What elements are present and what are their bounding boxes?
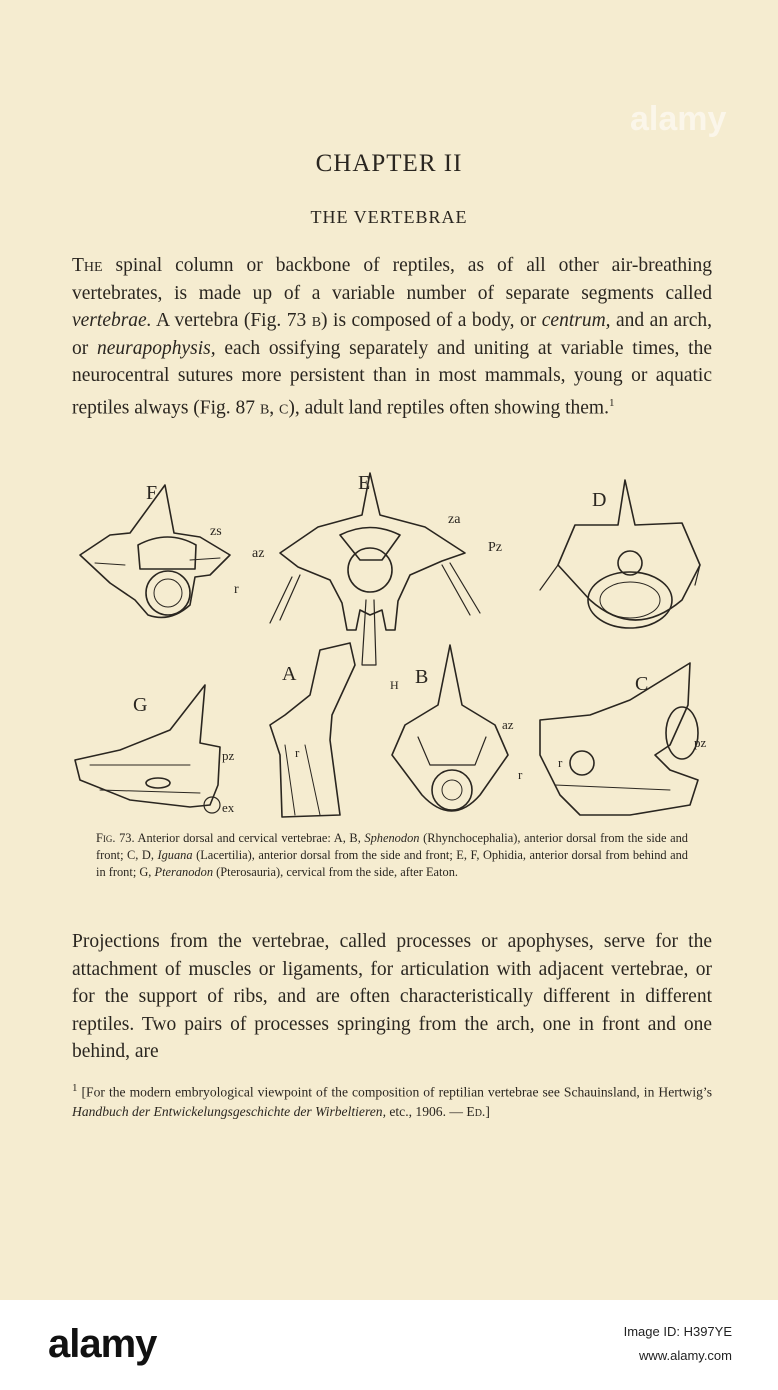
text-run: ), adult land reptiles often showing them.: [288, 397, 609, 418]
text-run: [For the modern embryological viewpoint of the composition of reptilian vertebrae see Schauinsland, in Hertwig’s: [77, 1084, 712, 1100]
vertebra-G-drawing: [75, 685, 220, 813]
label-E: E: [358, 472, 371, 494]
vertebra-E-drawing: [270, 473, 480, 665]
lead-word: The: [72, 255, 103, 276]
figure-caption: [96, 830, 688, 882]
caption-fig-label: Fig. 73.: [96, 831, 135, 845]
watermark: alamy: [630, 100, 727, 138]
label-az-b: az: [502, 717, 514, 732]
text-run: each ossifying separately and uniting at variable times, the neurocentral sutures more persistent than in most mammals, young or aquatic reptiles always (Fig. 87: [72, 337, 712, 418]
italic-term: neurapophysis,: [97, 337, 216, 359]
footnote-ref: 1: [608, 396, 615, 409]
label-C: C: [635, 673, 649, 695]
footnote: [72, 1079, 712, 1121]
editor-abbrev: Ed.: [466, 1103, 486, 1119]
label-zs: zs: [210, 524, 222, 539]
italic-term: Iguana: [157, 848, 193, 863]
label-pz-e: Pz: [488, 540, 502, 555]
label-r-f: r: [234, 582, 239, 597]
vertebrae-figure: [70, 465, 710, 825]
label-r-c: r: [558, 755, 563, 770]
label-G: G: [133, 694, 148, 716]
vertebrae-illustration: [70, 465, 710, 825]
label-r-a: r: [295, 745, 300, 760]
footnote-number: 1: [72, 1082, 78, 1094]
label-D: D: [592, 489, 607, 511]
italic-term: centrum,: [541, 310, 611, 331]
text-run: ]: [485, 1103, 490, 1119]
label-pz-c: pz: [694, 735, 707, 750]
text-run: and an arch, or: [72, 310, 712, 359]
label-A: A: [282, 663, 297, 685]
vertebra-F-drawing: [80, 485, 230, 617]
section-heading: THE VERTEBRAE: [310, 207, 468, 227]
paragraph-processes: Projections from the vertebrae, called processes or apophyses, serve for the attachment of muscles or ligaments, for articulation with adjacent vertebrae, or for the support of ribs, and are often characteristically different in different reptiles. Two pairs of processes springing from the arch, one in front and one behind, are: [72, 931, 712, 1062]
text-run: (Lacertilia), anterior dorsal from the side and front; E, F, Ophidia, anterior dorsal from behind and in front; G,: [96, 848, 688, 880]
alamy-logo: alamy: [48, 1322, 157, 1366]
label-za-e: za: [448, 512, 461, 527]
label-H: H: [390, 678, 399, 692]
site-url[interactable]: www.alamy.com: [639, 1348, 732, 1363]
italic-term: Handbuch der Entwickelungsgeschichte der Wirbeltieren,: [72, 1103, 386, 1119]
text-run: (Rhynchocephalia), anterior dorsal from the side and front; C, D,: [96, 831, 688, 863]
paragraph-intro: [72, 252, 712, 422]
label-az-f: az: [252, 546, 265, 561]
figure-ref: b, c: [259, 397, 289, 418]
label-ex-g: ex: [222, 800, 235, 815]
label-r-b: r: [518, 767, 523, 782]
label-F: F: [146, 482, 158, 504]
vertebra-B-drawing: [392, 645, 508, 811]
text-run: ) is composed of a body, or: [321, 310, 542, 331]
image-id: Image ID: H397YE: [623, 1324, 732, 1339]
label-B: B: [415, 666, 429, 688]
text-run: spinal column or backbone of reptiles, as of all other air-breathing vertebrates, is made up of a variable number of separate segments called: [72, 255, 712, 304]
italic-term: Pteranodon: [154, 865, 214, 880]
italic-term: vertebrae.: [72, 310, 152, 331]
text-run: Anterior dorsal and cervical vertebrae: A, B,: [134, 831, 365, 845]
italic-term: Sphenodon: [364, 831, 420, 845]
label-pz-g: pz: [222, 748, 235, 763]
figure-ref: b: [311, 310, 322, 331]
text-run: (Pterosauria), cervical from the side, after Eaton.: [213, 865, 458, 880]
text-run: etc., 1906. —: [385, 1103, 467, 1119]
vertebra-D-drawing: [540, 480, 700, 628]
stock-footer: [0, 1300, 778, 1390]
vertebra-C-drawing: [540, 663, 698, 815]
chapter-heading: CHAPTER II: [315, 150, 463, 177]
text-run: A vertebra (Fig. 73: [151, 310, 312, 331]
